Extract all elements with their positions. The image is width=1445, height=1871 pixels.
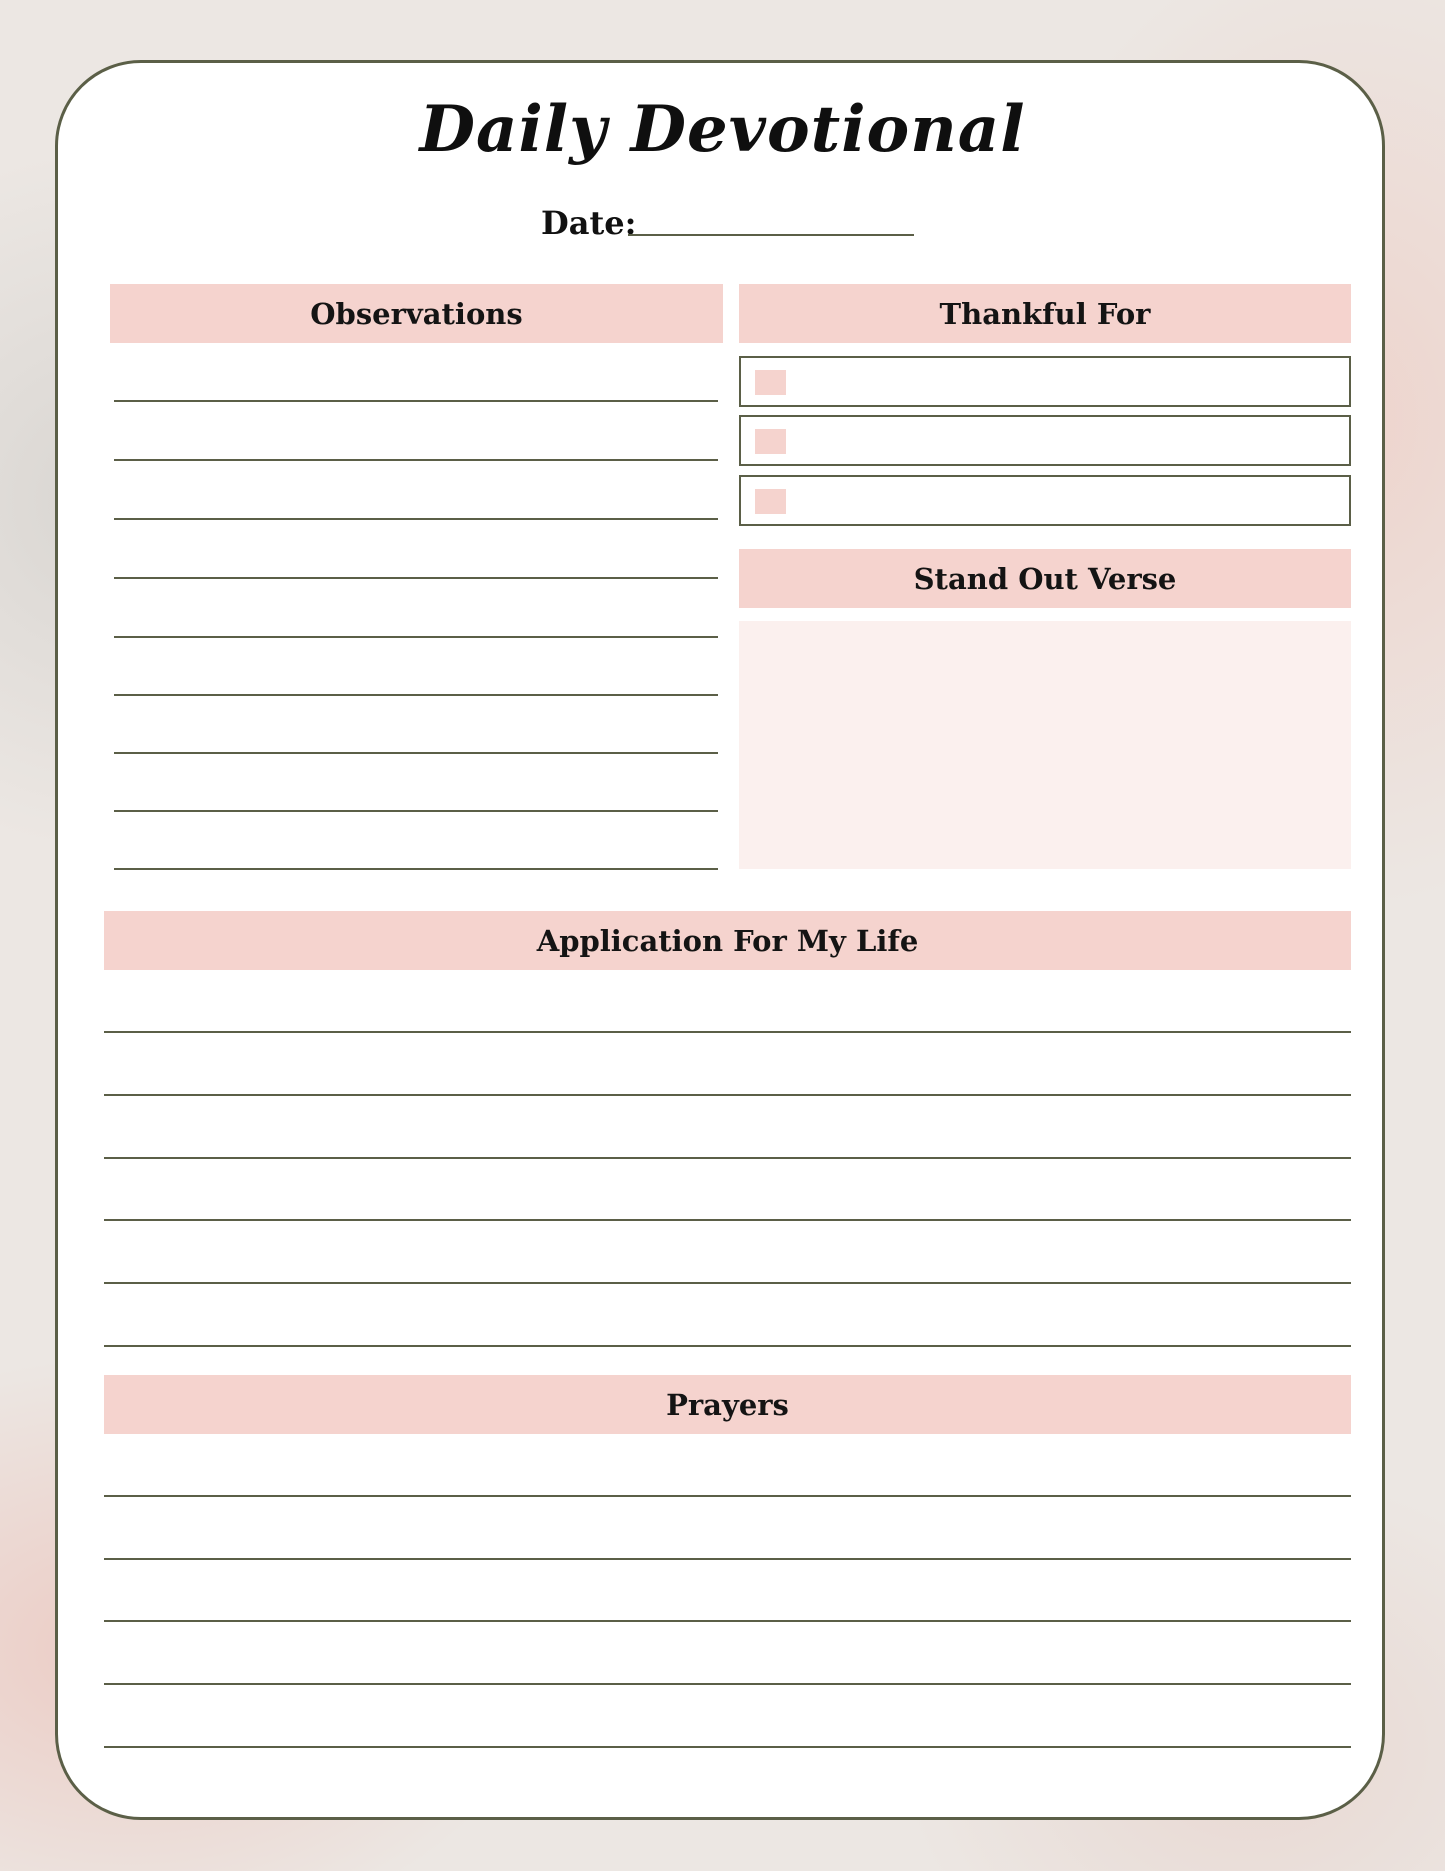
prayers-line[interactable] <box>104 1746 1351 1748</box>
stand-out-verse-header <box>739 549 1351 608</box>
observations-line[interactable] <box>114 810 718 812</box>
thankful-for-header <box>739 284 1351 343</box>
application-heading: Application For My Life <box>536 923 919 958</box>
date-label: Date: <box>541 204 637 242</box>
observations-heading: Observations <box>310 296 523 331</box>
application-line[interactable] <box>104 1282 1351 1284</box>
observations-line[interactable] <box>114 752 718 754</box>
prayers-header <box>104 1375 1351 1434</box>
prayers-heading: Prayers <box>666 1387 789 1422</box>
verse-writing-area[interactable] <box>739 621 1351 869</box>
prayers-line[interactable] <box>104 1683 1351 1685</box>
observations-line[interactable] <box>114 694 718 696</box>
stand-out-verse-heading: Stand Out Verse <box>913 561 1177 596</box>
observations-line[interactable] <box>114 400 718 402</box>
application-line[interactable] <box>104 1345 1351 1347</box>
observations-line[interactable] <box>114 518 718 520</box>
checkbox[interactable] <box>755 370 786 395</box>
application-line[interactable] <box>104 1031 1351 1033</box>
thankful-item[interactable] <box>739 475 1351 526</box>
thankful-for-heading: Thankful For <box>939 296 1151 331</box>
checkbox[interactable] <box>755 429 786 454</box>
page-title: Daily Devotional <box>419 92 1026 167</box>
prayers-line[interactable] <box>104 1558 1351 1560</box>
thankful-item[interactable] <box>739 356 1351 407</box>
observations-line[interactable] <box>114 459 718 461</box>
observations-line[interactable] <box>114 577 718 579</box>
prayers-line[interactable] <box>104 1620 1351 1622</box>
application-line[interactable] <box>104 1157 1351 1159</box>
application-header <box>104 911 1351 970</box>
observations-line[interactable] <box>114 868 718 870</box>
application-line[interactable] <box>104 1094 1351 1096</box>
observations-header <box>110 284 723 343</box>
prayers-line[interactable] <box>104 1495 1351 1497</box>
date-field[interactable] <box>628 234 914 236</box>
application-line[interactable] <box>104 1219 1351 1221</box>
thankful-item[interactable] <box>739 415 1351 466</box>
checkbox[interactable] <box>755 489 786 514</box>
observations-line[interactable] <box>114 636 718 638</box>
